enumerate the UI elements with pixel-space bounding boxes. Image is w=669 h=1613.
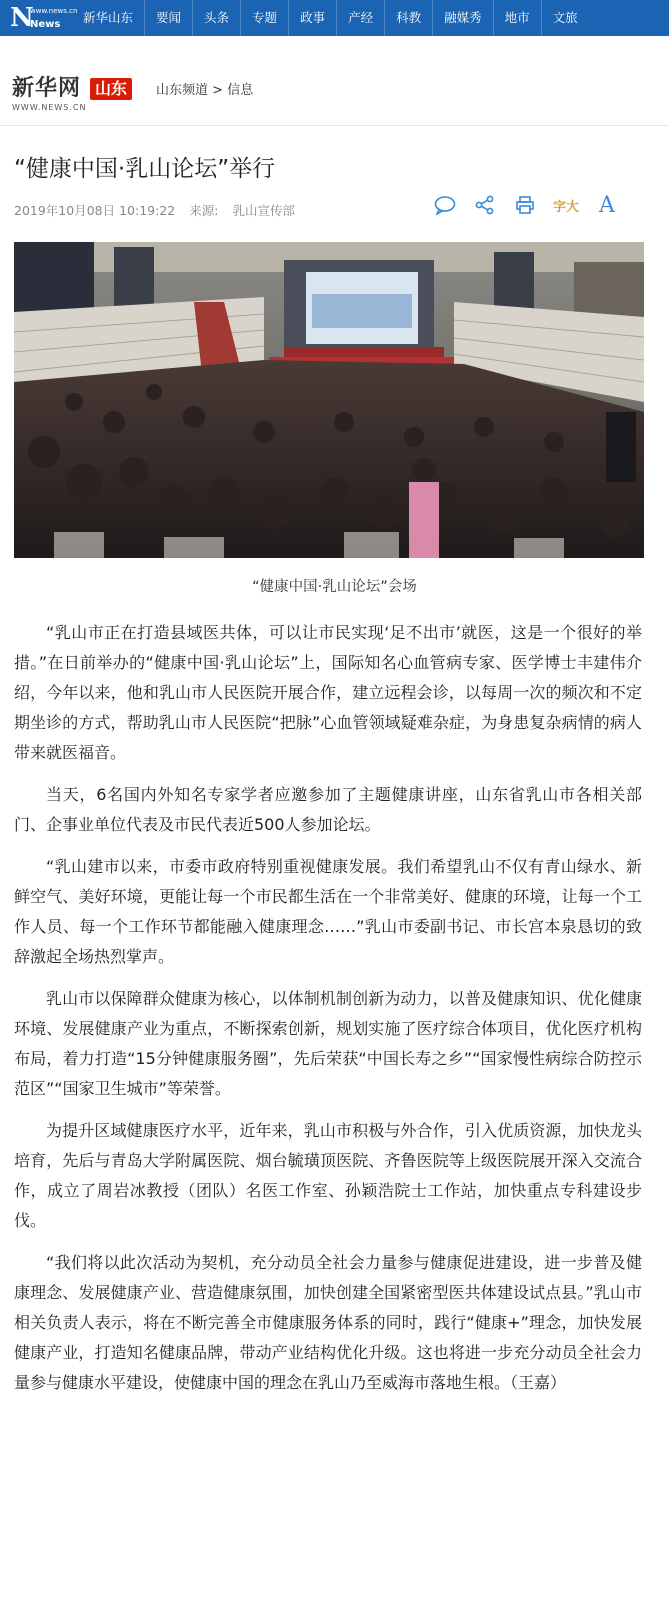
print-icon[interactable] bbox=[513, 193, 537, 217]
paragraph: “乳山市正在打造县域医共体，可以让市民实现‘足不出市’就医，这是一个很好的举措。”在日前举办的“健康中国·乳山论坛”上，国际知名心血管病专家、医学博士丰建伟介绍，今年以来，他和乳山市人民医院开展合作，建立远程会诊，以每周一次的频次和不定期坐诊的方式，帮助乳山市人民医院“把脉”心血管领域疑难杂症，为身患复杂病情的病人带来就医福音。 bbox=[14, 623, 642, 762]
source-name: 乳山宣传部 bbox=[232, 203, 295, 218]
forum-venue-photo bbox=[14, 242, 644, 558]
nav-item-kejiao[interactable]: 科教 bbox=[384, 0, 432, 36]
nav-item-yaowen[interactable]: 要闻 bbox=[144, 0, 192, 36]
comment-icon[interactable] bbox=[433, 193, 457, 217]
nav-item-dishi[interactable]: 地市 bbox=[493, 0, 541, 36]
xinhua-news-logo[interactable] bbox=[0, 0, 78, 36]
breadcrumb bbox=[156, 82, 253, 100]
nav-item-wenlv[interactable]: 文旅 bbox=[541, 0, 589, 36]
nav-item-zhengshi[interactable]: 政事 bbox=[288, 0, 336, 36]
source-label: 来源: bbox=[189, 203, 219, 218]
xinhuanet-shandong-logo[interactable] bbox=[12, 76, 138, 116]
brand-url: WWW.NEWS.CN bbox=[12, 103, 87, 112]
nav-item-xinhua-shandong[interactable]: 新华山东 bbox=[83, 10, 134, 25]
font-size-toggle[interactable]: 字大 bbox=[553, 199, 580, 215]
article-meta bbox=[14, 202, 305, 220]
article-tools bbox=[433, 193, 619, 217]
paragraph: 当天，6名国内外知名专家学者应邀参加了主题健康讲座，山东省乳山市各相关部门、企事业单位代表及市民代表近500人参加论坛。 bbox=[14, 785, 642, 834]
nav-item-zhuanti[interactable]: 专题 bbox=[240, 0, 288, 36]
breadcrumb-info[interactable]: 信息 bbox=[227, 83, 254, 98]
breadcrumb-shandong-channel[interactable]: 山东频道 bbox=[156, 83, 209, 98]
paragraph: “乳山建市以来，市委市政府特别重视健康发展。我们希望乳山不仅有青山绿水、新鲜空气、美好环境，更能让每一个市民都生活在一个非常美好、健康的环境，让每一个工作人员、每一个工作环节都能融入健康理念……”乳山市委副书记、市长宫本泉恳切的致辞激起全场热烈掌声。 bbox=[14, 857, 642, 966]
nav-item-toutiao[interactable]: 头条 bbox=[192, 0, 240, 36]
paragraph: “我们将以此次活动为契机，充分动员全社会力量参与健康促进建设，进一步普及健康理念、发展健康产业、营造健康氛围，加快创建全国紧密型医共体建设试点县。”乳山市相关负责人表示，将在不断完善全市健康服务体系的同时，践行“健康+”理念，加快发展健康产业，打造知名健康品牌，带动产业结构优化升级。这也将进一步充分动员全社会力量参与健康水平建设，使健康中国的理念在乳山乃至威海市落地生根。（王嘉） bbox=[14, 1253, 642, 1392]
publish-date: 2019年10月08日 10:19:22 bbox=[14, 203, 176, 218]
logo-letter: N bbox=[10, 3, 34, 33]
auditorium-illustration bbox=[14, 242, 644, 558]
share-icon[interactable] bbox=[473, 193, 497, 217]
article-body bbox=[14, 618, 642, 1410]
brand-name: 新华网 bbox=[12, 76, 82, 101]
top-nav-bar bbox=[0, 0, 669, 36]
article-title: “健康中国·乳山论坛”举行 bbox=[14, 156, 276, 182]
channel-header bbox=[0, 36, 669, 126]
nav-item-chanjing[interactable]: 产经 bbox=[336, 0, 384, 36]
nav-item-rongmeixiu[interactable]: 融媒秀 bbox=[432, 0, 493, 36]
logo-news-text: News bbox=[30, 19, 61, 30]
logo-url-text: www.news.cn bbox=[30, 7, 78, 15]
breadcrumb-separator: > bbox=[212, 83, 224, 98]
brand-badge: 山东 bbox=[90, 78, 132, 100]
paragraph: 乳山市以保障群众健康为核心，以体制机制创新为动力，以普及健康知识、优化健康环境、发展健康产业为重点，不断探索创新，规划实施了医疗综合体项目，优化医疗机构布局，着力打造“15分钟健康服务圈”，先后荣获“中国长寿之乡”“国家慢性病综合防控示范区”“国家卫生城市”等荣誉。 bbox=[14, 989, 642, 1098]
news-logo-mark bbox=[10, 3, 78, 33]
font-size-icon[interactable]: A bbox=[599, 192, 615, 218]
photo-caption: “健康中国·乳山论坛”会场 bbox=[252, 579, 417, 595]
paragraph: 为提升区域健康医疗水平，近年来，乳山市积极与外合作，引入优质资源，加快龙头培育，先后与青岛大学附属医院、烟台毓璜顶医院、齐鲁医院等上级医院展开深入交流合作，成立了周岩冰教授（团队）名医工作室、孙颖浩院士工作站，加快重点专科建设步伐。 bbox=[14, 1121, 642, 1230]
channel-nav bbox=[72, 0, 589, 36]
